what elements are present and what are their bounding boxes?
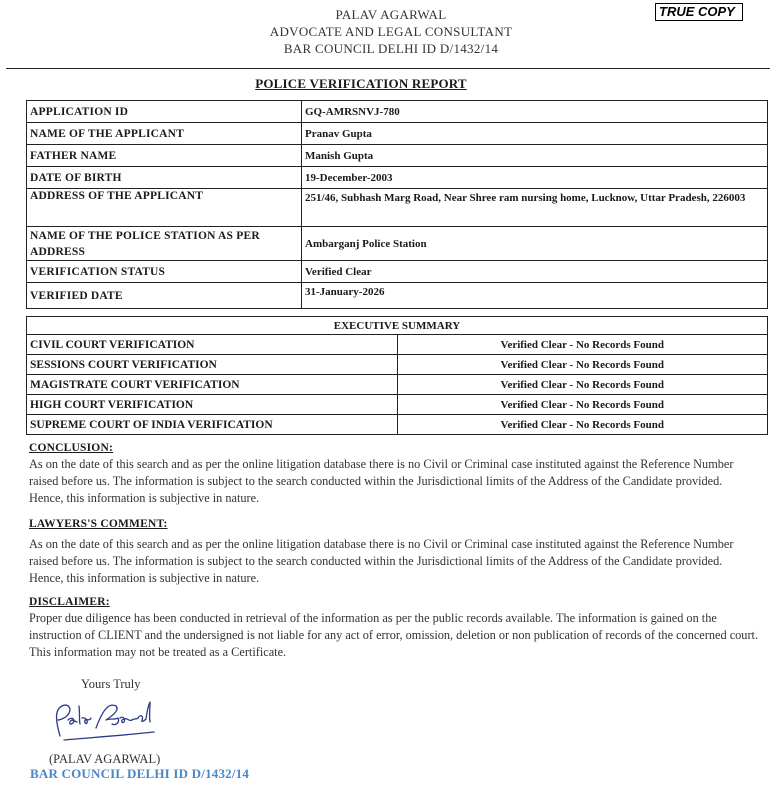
header-divider (6, 68, 770, 69)
handwritten-signature (46, 698, 166, 748)
table-row (27, 283, 768, 309)
lawyers-comment-text: As on the date of this search and as per the online litigation database there is no Civil or Criminal case instituted against the Reference Number raised before us. The information is subject to the search conducted within the Jurisdictional limits of the Address of the Candidate provided. Hence, this information is subjective in nature. (29, 537, 734, 585)
court-label: CIVIL COURT VERIFICATION (27, 335, 398, 355)
conclusion-heading: CONCLUSION: (29, 442, 113, 454)
field-value: Pranav Gupta (302, 123, 768, 145)
advocate-name: PALAV AGARWAL (335, 7, 447, 22)
field-label: APPLICATION ID (27, 101, 302, 123)
field-label: VERIFIED DATE (27, 283, 302, 309)
court-label: MAGISTRATE COURT VERIFICATION (27, 375, 398, 395)
table-row (27, 227, 768, 261)
table-row (27, 145, 768, 167)
table-row (27, 355, 768, 375)
court-result: Verified Clear - No Records Found (397, 355, 768, 375)
disclaimer-text: Proper due diligence has been conducted in retrieval of the information as per the public records available. The information is gained on the instruction of CLIENT and the undersigned is not liable for any act of error, omission, deletion or non publication of records of the concerned court. This information may not be treated as a Certificate. (29, 611, 759, 659)
court-result: Verified Clear - No Records Found (397, 375, 768, 395)
field-label: NAME OF THE APPLICANT (27, 123, 302, 145)
court-label: SUPREME COURT OF INDIA VERIFICATION (27, 415, 398, 435)
table-row (27, 261, 768, 283)
summary-header-row (27, 317, 768, 335)
table-row (27, 375, 768, 395)
executive-summary-table (26, 316, 768, 435)
court-result: Verified Clear - No Records Found (397, 395, 768, 415)
field-label: VERIFICATION STATUS (27, 261, 302, 283)
court-label: SESSIONS COURT VERIFICATION (27, 355, 398, 375)
true-copy-stamp: TRUE COPY (655, 3, 743, 21)
table-row (27, 415, 768, 435)
field-value: Ambarganj Police Station (302, 227, 768, 261)
court-label: HIGH COURT VERIFICATION (27, 395, 398, 415)
court-result: Verified Clear - No Records Found (397, 335, 768, 355)
field-label: ADDRESS OF THE APPLICANT (27, 189, 302, 227)
footer-bar-council-id: BAR COUNCIL DELHI ID D/1432/14 (30, 766, 250, 781)
court-result: Verified Clear - No Records Found (397, 415, 768, 435)
report-title: POLICE VERIFICATION REPORT (255, 76, 467, 91)
summary-title: EXECUTIVE SUMMARY (27, 317, 768, 335)
closing-salutation: Yours Truly (81, 677, 141, 691)
table-row (27, 123, 768, 145)
applicant-details-table (26, 100, 768, 309)
field-value: GQ-AMRSNVJ-780 (302, 101, 768, 123)
table-row (27, 335, 768, 355)
lawyers-comment-heading: LAWYERS'S COMMENT: (29, 518, 168, 530)
disclaimer-heading: DISCLAIMER: (29, 596, 110, 608)
field-value: Verified Clear (302, 261, 768, 283)
bar-council-id: BAR COUNCIL DELHI ID D/1432/14 (283, 41, 499, 56)
field-label: FATHER NAME (27, 145, 302, 167)
table-row (27, 167, 768, 189)
conclusion-text: As on the date of this search and as per the online litigation database there is no Civil or Criminal case instituted against the Reference Number raised before us. The information is subject to the search conducted within the Jurisdictional limits of the Address of the Candidate provided. Hence, this information is subjective in nature. (29, 457, 734, 505)
field-value: 31-January-2026 (302, 283, 768, 309)
field-label: NAME OF THE POLICE STATION AS PER ADDRESS (27, 227, 302, 261)
field-value: 19-December-2003 (302, 167, 768, 189)
field-value: Manish Gupta (302, 145, 768, 167)
field-label: DATE OF BIRTH (27, 167, 302, 189)
field-value: 251/46, Subhash Marg Road, Near Shree ram nursing home, Lucknow, Uttar Pradesh, 226003 (302, 189, 768, 227)
table-row (27, 189, 768, 227)
table-row (27, 395, 768, 415)
signatory-name: (PALAV AGARWAL) (49, 752, 161, 766)
advocate-designation: ADVOCATE AND LEGAL CONSULTANT (269, 24, 513, 39)
table-row (27, 101, 768, 123)
